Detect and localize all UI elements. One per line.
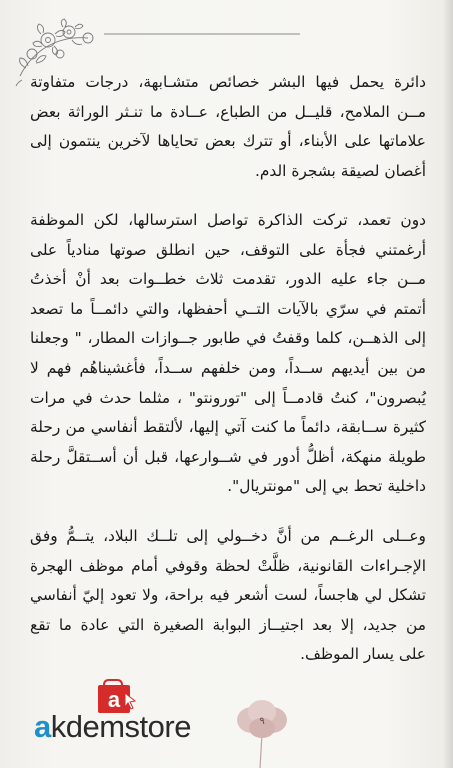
text-line: من بين أيديهم ســداً، ومن خلفهم ســداً، فأغشيناهُم فهم لا	[30, 358, 426, 377]
text-line: طويلة منهكة، أظلُّ أدور في شــوارعها، قبل أن أســتقلَّ رحلة	[30, 447, 426, 466]
text-line: أتمتم في سرّي بالآيات التــي أحفظها، والتي دائمــاً ما تصعد	[30, 299, 426, 318]
text-line: الإجـراءات القانونية، ظلَّتْ لحظة وقوفي أمام موظف الهجرة	[30, 556, 426, 575]
page-edge-shadow	[443, 0, 453, 768]
text-line: أغصان لصيقة بشجرة الدم.	[254, 161, 426, 180]
poppy-flower-icon	[230, 690, 294, 768]
text-line: مــن جاء عليه الدور، تقدمت ثلاث خطــوات بعد أنْ أخذتُ	[30, 270, 426, 289]
text-line: وعــلى الرغــم من أنَّ دخــولي إلى تلــك البلاد، يتــمُّ وفق	[30, 527, 426, 545]
text-line: مــن الملامح، قليــل من الطباع، عــادة ما تنـثر الوراثة بعض	[30, 102, 426, 121]
text-line: يُبصرون"، كنتُ قادمــاً إلى "تورونتو" ، مثلما حدث في مرات	[30, 388, 426, 407]
logo-wordmark-accent: a	[34, 709, 51, 744]
text-line: داخلية تحط بي إلى "مونتريال".	[227, 477, 426, 496]
text-line: على يسار الموظف.	[300, 645, 426, 664]
paragraph-1	[30, 68, 426, 186]
page-number: ٩	[259, 716, 265, 727]
paragraph-3	[30, 522, 426, 670]
logo-wordmark	[34, 709, 191, 745]
text-line: دون تعمد، تركت الذاكرة تواصل استرسالها، لكن الموظفة	[30, 211, 426, 229]
text-line: علاماتها على الأبناء، أو تترك بعض تحاياها لآخرين ينتمون إلى	[30, 132, 426, 151]
text-line: أرغمتني فجأة على التوقف، حين انطلق صوتها منادياً على	[30, 240, 426, 259]
text-line: تشكل لي هاجساً، لست أشعر فيه براحة، ولا تعود إليّ أنفاسي	[30, 586, 426, 605]
text-line: دائرة يحمل فيها البشر خصائص متشـابهة، درجات متفاوتة	[30, 73, 426, 91]
text-line: من جديد، إلا بعد اجتيــاز البوابة الصغيرة التي عادة ما تقع	[30, 615, 426, 634]
akdemstore-logo	[34, 679, 234, 749]
paragraph-2	[30, 206, 426, 502]
logo-icon-letter: a	[107, 687, 121, 712]
logo-wordmark-rest: kdemstore	[50, 709, 191, 744]
text-line: كثيرة ســابقة، دائماً ما كنت آتي إليها، لألتقط أنفاسي من رحلة	[30, 418, 426, 437]
text-line: إلى الذهــن، كلما وقفتُ في طابور جــوازات المطار، " وجعلنا	[30, 329, 426, 348]
